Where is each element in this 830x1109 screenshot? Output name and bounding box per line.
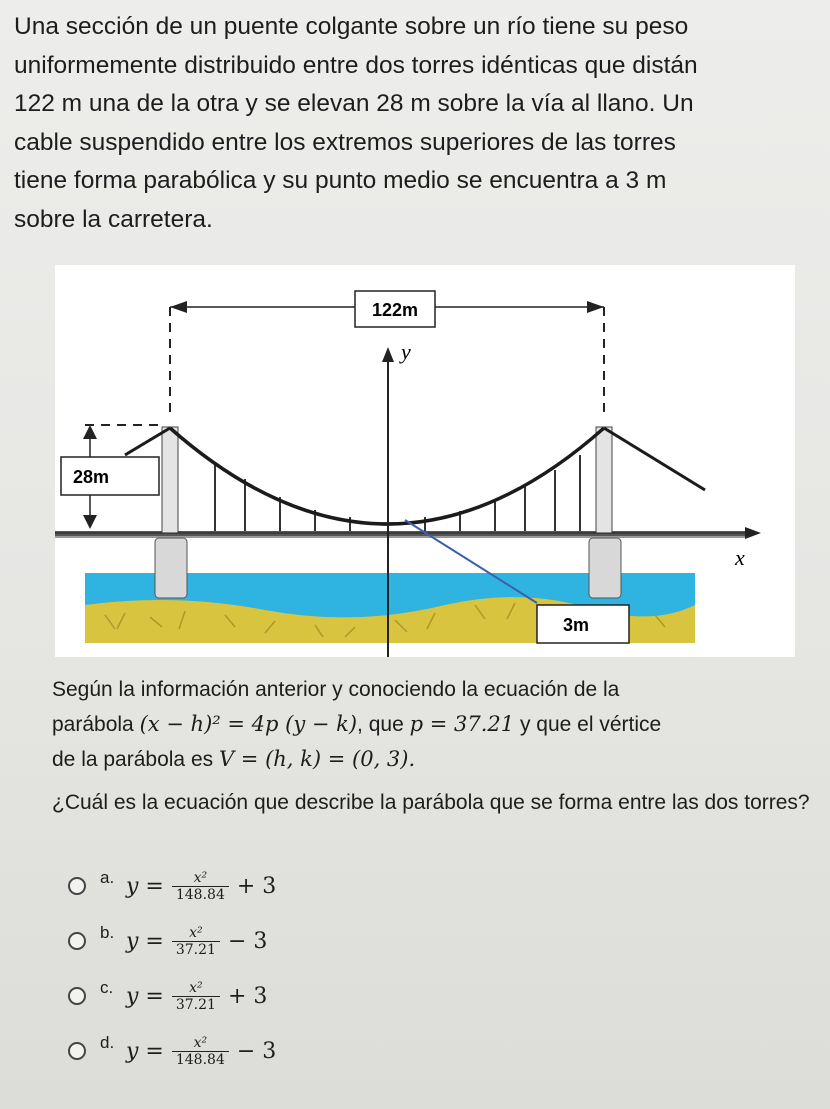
option-letter: d. xyxy=(100,1033,115,1052)
option-letter: c. xyxy=(100,978,114,997)
equation-constant: − 3 xyxy=(236,1038,277,1064)
problem-line: sobre la carretera. xyxy=(14,205,213,233)
problem-statement xyxy=(14,8,814,239)
denominator: 37.21 xyxy=(172,996,220,1013)
numerator: x² xyxy=(193,1034,208,1051)
option-d[interactable] xyxy=(68,1025,368,1077)
problem-line: Una sección de un puente colgante sobre un río tiene su peso xyxy=(14,13,689,40)
option-equation xyxy=(126,1035,276,1068)
vertex-value: V = (h, k) = (0, 3). xyxy=(218,747,416,771)
intro-text: parábola xyxy=(52,713,140,736)
option-letter: b. xyxy=(100,923,115,942)
radio-button[interactable] xyxy=(68,877,86,895)
intro-text: y que el vértice xyxy=(514,713,662,736)
height-label: 28m xyxy=(72,467,110,487)
bridge-svg xyxy=(55,265,795,657)
y-axis-label: y xyxy=(401,339,411,364)
intro-line-3 xyxy=(52,742,812,777)
fraction xyxy=(172,870,229,903)
parabola-equation: (x − h)² = 4p (y − k) xyxy=(139,712,358,736)
span-label: 122m xyxy=(371,300,419,320)
fraction xyxy=(172,925,220,958)
question-text: ¿Cuál es la ecuación que describe la parábola que se forma entre las dos torres? xyxy=(52,791,810,814)
problem-line: tiene forma parabólica y su punto medio se encuentra a 3 m xyxy=(14,167,667,194)
left-pier xyxy=(155,538,187,598)
p-value: p = 37.21 xyxy=(409,712,515,736)
denominator: 148.84 xyxy=(172,1051,229,1068)
equation-lhs: y = xyxy=(126,873,164,899)
intro-text: , que xyxy=(357,713,410,736)
numerator: x² xyxy=(193,869,208,886)
numerator: x² xyxy=(189,924,203,941)
equation-constant: − 3 xyxy=(227,928,268,954)
option-equation xyxy=(126,925,267,958)
option-b[interactable] xyxy=(68,915,368,967)
sag-label: 3m xyxy=(563,615,590,635)
equation-lhs: y = xyxy=(126,928,164,954)
problem-line: cable suspendido entre los extremos superiores de las torres xyxy=(14,128,676,156)
right-pier xyxy=(589,538,621,598)
left-tower xyxy=(162,427,178,533)
equation-lhs: y = xyxy=(126,1038,164,1064)
bridge-diagram xyxy=(55,265,795,657)
x-axis-label: x xyxy=(735,545,745,570)
radio-button[interactable] xyxy=(68,1042,86,1060)
right-tower xyxy=(596,427,612,533)
intro-line-1: Según la información anterior y conociendo la ecuación de la xyxy=(52,678,620,701)
equation-lhs: y = xyxy=(126,983,164,1009)
option-letter: a. xyxy=(100,868,115,887)
radio-button[interactable] xyxy=(68,932,86,950)
denominator: 148.84 xyxy=(172,886,229,903)
option-equation xyxy=(126,980,267,1013)
intro-text: de la parábola es xyxy=(52,748,219,771)
numerator: x² xyxy=(189,979,203,996)
problem-line: uniformemente distribuido entre dos torres idénticas que distán xyxy=(14,51,698,79)
radio-button[interactable] xyxy=(68,987,86,1005)
option-a[interactable] xyxy=(68,860,368,912)
problem-intro xyxy=(52,672,812,777)
intro-line-2 xyxy=(52,707,812,742)
problem-line: 122 m una de la otra y se elevan 28 m sobre la vía al llano. Un xyxy=(14,90,694,117)
equation-constant: + 3 xyxy=(236,873,277,899)
denominator: 37.21 xyxy=(172,941,220,958)
equation-constant: + 3 xyxy=(227,983,268,1009)
fraction xyxy=(172,980,220,1013)
option-c[interactable] xyxy=(68,970,368,1022)
fraction xyxy=(172,1035,229,1068)
option-equation xyxy=(126,870,276,903)
